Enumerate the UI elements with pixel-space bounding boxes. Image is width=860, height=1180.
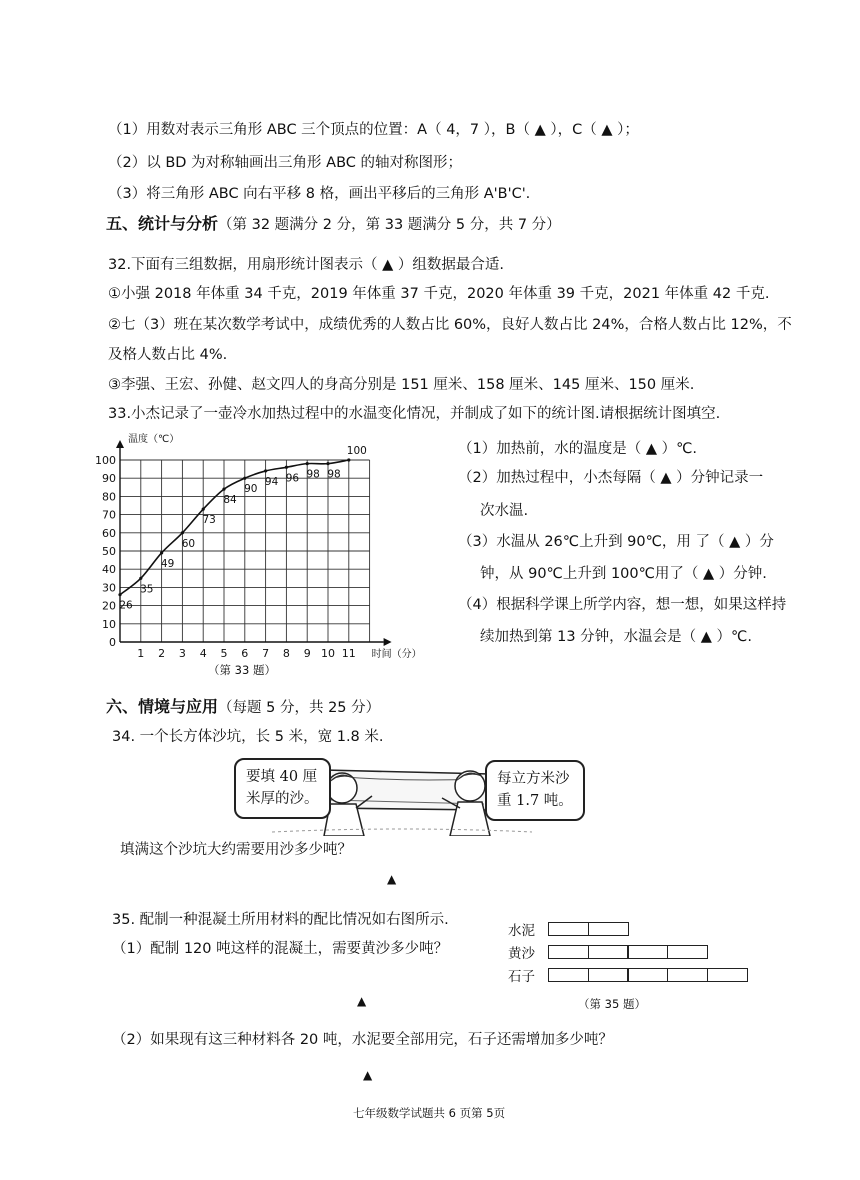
speech-bubble-right-line2: 重 1.7 吨。 [497, 793, 573, 810]
ratio-segment [707, 968, 748, 982]
q35-stem: 35. 配制一种混凝土所用材料的配比情况如右图所示. [112, 912, 449, 928]
section6-note: （每题 5 分，共 25 分） [218, 700, 381, 716]
ratio-row [508, 968, 748, 985]
q34-answer-mark: ▲ [387, 872, 397, 886]
x-tick-label: 1 [137, 647, 145, 660]
q33-part4-cont: 续加热到第 13 分钟，水温会是（ ▲ ）℃. [480, 629, 752, 645]
y-axis-arrow [116, 440, 124, 448]
y-tick-label: 40 [102, 563, 116, 577]
speech-bubble-right [485, 760, 585, 821]
q33-part3-cont: 钟，从 90℃上升到 100℃用了（ ▲ ）分钟. [480, 566, 767, 582]
x-tick-label: 11 [341, 647, 356, 660]
q35-caption: （第 35 题） [578, 997, 646, 1011]
y-tick-label: 90 [102, 472, 116, 486]
speech-bubble-left-line2: 米厚的沙。 [246, 791, 319, 808]
q31-part1: （1）用数对表示三角形 ABC 三个顶点的位置：A（ 4，7 ），B（ ▲ ），C（ ▲ ）； [108, 122, 639, 138]
q35-answer-mark-2: ▲ [363, 1068, 373, 1082]
speech-bubble-left [234, 758, 331, 819]
y-tick-label: 20 [102, 599, 116, 613]
q31-part3: （3）将三角形 ABC 向右平移 8 格，画出平移后的三角形 A'B'C'. [108, 186, 531, 202]
ratio-segment [588, 968, 629, 982]
data-label: 98 [306, 468, 320, 481]
ratio-segment [627, 968, 668, 982]
x-tick-label: 7 [262, 647, 270, 660]
q35-part2: （2）如果现有这三种材料各 20 吨，水泥要全部用完，石子还需增加多少吨？ [112, 1032, 613, 1048]
q32-option-3: ③李强、王宏、孙健、赵文四人的身高分别是 151 厘米、158 厘米、145 厘米、150 厘米. [108, 377, 695, 393]
page-footer: 七年级数学试题共 6 页第 5页 [353, 1106, 506, 1120]
data-point [285, 466, 288, 469]
q33-stem: 33.小杰记录了一壶冷水加热过程中的水温变化情况，并制成了如下的统计图.请根据统计图填空. [108, 406, 721, 422]
q34-stem: 34. 一个长方体沙坑，长 5 米，宽 1.8 米. [112, 729, 384, 745]
ratio-segment [548, 968, 589, 982]
data-point [306, 462, 309, 465]
ratio-row-label: 水泥 [508, 923, 535, 939]
data-point [181, 531, 184, 534]
x-tick-label: 6 [241, 647, 249, 660]
y-tick-label: 60 [102, 526, 116, 540]
data-label: 35 [140, 583, 154, 596]
ratio-row-label: 石子 [508, 969, 535, 985]
data-point [118, 593, 121, 596]
x-tick-label: 5 [220, 647, 228, 660]
x-tick-label: 10 [321, 647, 335, 660]
y-tick-label: 70 [102, 508, 116, 522]
data-label: 84 [223, 494, 237, 507]
temperature-line-chart [92, 430, 440, 662]
section5-title: 五、统计与分析 [106, 214, 219, 233]
q32-option-2-cont: 及格人数占比 4%. [108, 347, 228, 363]
q35-part1: （1）配制 120 吨这样的混凝土，需要黄沙多少吨？ [112, 941, 449, 957]
ratio-segment [548, 922, 589, 936]
data-point [160, 551, 163, 554]
data-point [202, 508, 205, 511]
data-label: 73 [202, 514, 216, 527]
q31-part2: （2）以 BD 为对称轴画出三角形 ABC 的轴对称图形； [108, 155, 463, 171]
data-point [347, 458, 350, 461]
data-label: 60 [181, 537, 196, 550]
q32-option-2: ②七（3）班在某次数学考试中，成绩优秀的人数占比 60%，良好人数占比 24%，合格人数占比 12%，不 [108, 317, 792, 333]
ratio-segment [548, 945, 589, 959]
speech-bubble-left-line1: 要填 40 厘 [246, 769, 318, 785]
y-tick-label: 30 [102, 581, 116, 595]
data-label: 90 [244, 483, 258, 496]
ratio-segment [588, 945, 629, 959]
data-label: 94 [264, 475, 279, 488]
data-point [326, 462, 329, 465]
data-label: 96 [285, 472, 300, 485]
data-label: 26 [119, 599, 133, 612]
ratio-segment [588, 922, 629, 936]
x-axis-arrow [384, 638, 392, 646]
material-ratio-diagram [508, 922, 778, 992]
y-tick-label: 80 [102, 490, 116, 504]
q33-part2: （2）加热过程中，小杰每隔（ ▲ ）分钟记录一 [458, 470, 764, 486]
q32-option-1: ①小强 2018 年体重 34 千克，2019 年体重 37 千克，2020 年体重 39 千克，2021 年体重 42 千克. [108, 286, 770, 302]
q33-part2-cont: 次水温. [480, 503, 529, 519]
section6-heading [106, 697, 380, 717]
x-tick-label: 4 [199, 647, 207, 660]
ratio-row-label: 黄沙 [508, 946, 535, 962]
section6-title: 六、情境与应用 [106, 697, 219, 716]
data-label: 49 [160, 557, 175, 570]
q33-part3: （3）水温从 26℃上升到 90℃，用 了（ ▲ ）分 [458, 534, 774, 550]
y-tick-label: 100 [95, 454, 116, 467]
x-tick-label: 2 [158, 647, 166, 660]
q35-answer-mark-1: ▲ [357, 994, 367, 1008]
q33-caption: （第 33 题） [208, 663, 276, 677]
q32-stem: 32.下面有三组数据，用扇形统计图表示（ ▲ ）组数据最合适. [108, 257, 505, 273]
y-tick-label: 10 [102, 617, 116, 631]
ratio-segment [667, 968, 708, 982]
q33-part1: （1）加热前，水的温度是（ ▲ ）℃. [458, 441, 697, 457]
q34-question: 填满这个沙坑大约需要用沙多少吨？ [120, 842, 352, 858]
data-point [243, 477, 246, 480]
ratio-segment [627, 945, 668, 959]
x-tick-label: 8 [282, 647, 290, 660]
data-point [222, 488, 225, 491]
section5-note: （第 32 题满分 2 分，第 33 题满分 5 分，共 7 分） [218, 217, 561, 233]
y-axis-label: 温度（℃） [128, 434, 180, 445]
x-tick-label: 9 [303, 647, 311, 660]
y-tick-label: 0 [109, 636, 116, 649]
section5-heading [106, 214, 561, 234]
x-axis-label: 时间（分） [371, 649, 422, 660]
data-point [264, 469, 267, 472]
ratio-row [508, 945, 708, 962]
data-point [139, 577, 142, 580]
ratio-segment [667, 945, 708, 959]
ratio-row [508, 922, 629, 939]
y-tick-label: 50 [102, 545, 116, 558]
data-label: 98 [327, 468, 341, 481]
q33-part4: （4）根据科学课上所学内容，想一想，如果这样持 [458, 597, 787, 613]
speech-bubble-right-line1: 每立方米沙 [497, 771, 570, 787]
x-tick-label: 3 [178, 647, 186, 660]
data-label: 100 [346, 445, 367, 457]
